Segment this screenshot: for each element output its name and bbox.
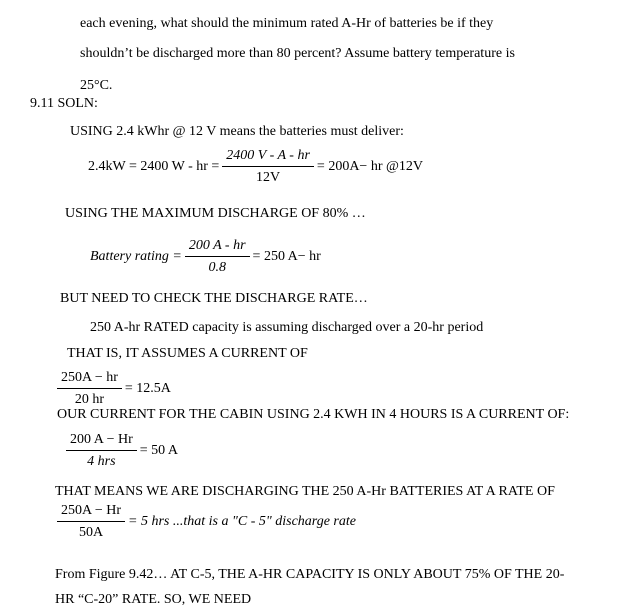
text-line: 250 A-hr RATED capacity is assuming discharged over a 20-hr period xyxy=(90,320,484,335)
equation-rhs: = 200A− hr @12V xyxy=(316,159,423,174)
numerator: 200 A - hr xyxy=(185,238,250,257)
text-line: BUT NEED TO CHECK THE DISCHARGE RATE… xyxy=(60,291,368,306)
equation-lhs: 2.4kW = 2400 W - hr = xyxy=(88,159,220,174)
numerator: 2400 V - A - hr xyxy=(222,148,314,167)
equation-rhs: = 50 A xyxy=(139,443,178,458)
equation-c20-current xyxy=(54,370,171,408)
numerator: 200 A − Hr xyxy=(66,432,137,451)
denominator: 0.8 xyxy=(208,260,226,275)
denominator: 4 hrs xyxy=(87,454,116,469)
problem-text-line: 25°C. xyxy=(80,78,113,93)
equation-rhs: = 5 hrs ...that is a "C - 5" discharge rate xyxy=(128,514,356,529)
equation-cabin-current xyxy=(63,432,178,470)
equation-energy xyxy=(88,148,423,186)
text-line: THAT IS, IT ASSUMES A CURRENT OF xyxy=(67,346,308,361)
equation-rhs: = 250 A− hr xyxy=(252,249,321,264)
denominator: 20 hr xyxy=(74,392,105,407)
text-line: From Figure 9.42… AT C-5, THE A-HR CAPACITY IS ONLY ABOUT 75% OF THE 20- xyxy=(55,567,565,582)
problem-text-line: each evening, what should the minimum rated A-Hr of batteries be if they xyxy=(80,16,494,31)
numerator: 250A − Hr xyxy=(57,503,125,522)
problem-text-line: shouldn’t be discharged more than 80 percent? Assume battery temperature is xyxy=(80,46,515,61)
text-line: HR “C-20” RATE. SO, WE NEED xyxy=(55,592,252,607)
denominator: 12V xyxy=(256,170,281,185)
numerator: 250A − hr xyxy=(57,370,122,389)
text-line: THAT MEANS WE ARE DISCHARGING THE 250 A-Hr BATTERIES AT A RATE OF xyxy=(55,484,555,499)
denominator: 50A xyxy=(78,525,104,540)
solution-heading: 9.11 SOLN: xyxy=(30,96,98,111)
equation-rhs: = 12.5A xyxy=(124,381,171,396)
text-line: USING THE MAXIMUM DISCHARGE OF 80% … xyxy=(65,206,366,221)
equation-battery-rating xyxy=(90,238,321,276)
equation-lhs: Battery rating = xyxy=(90,249,182,264)
equation-discharge-rate xyxy=(54,503,356,541)
text-line: USING 2.4 kWhr @ 12 V means the batteries must deliver: xyxy=(70,124,404,139)
text-line: OUR CURRENT FOR THE CABIN USING 2.4 KWH IN 4 HOURS IS A CURRENT OF: xyxy=(57,407,570,422)
